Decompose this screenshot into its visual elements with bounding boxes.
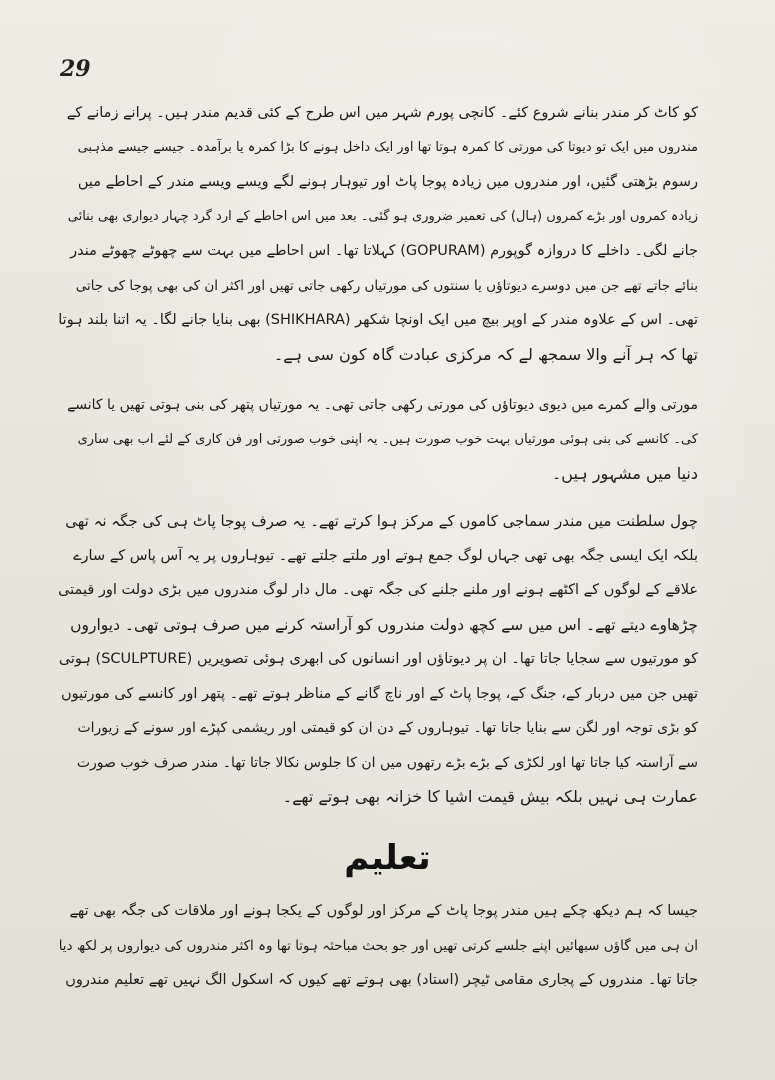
- paragraph-temples-architecture: [58, 96, 698, 372]
- text-line: بلکہ ایک ایسی جگہ بھی تھی جہاں لوگ جمع ہوتے اور ملتے جلتے تھے۔ تیوہاروں پر یہ آس پاس کے سارے: [73, 547, 698, 564]
- text-line: تھا کہ ہر آنے والا سمجھ لے کہ مرکزی عبادت گاہ کون سی ہے۔: [273, 344, 698, 364]
- text-line: ان ہی میں گاؤں سبھائیں اپنے جلسے کرتی تھیں اور جو بحث مباحثہ ہوتا تھا وہ اکثر مندروں کی دیواروں پر لکھ دیا: [58, 937, 698, 954]
- text-line: کو بڑی توجہ اور لگن سے بنایا جاتا تھا۔ تیوہاروں کے دن ان کو قیمتی اور ریشمی کپڑے اور سونے کے زیورات: [77, 720, 698, 736]
- text-line: چڑھاوے دیتے تھے۔ اس میں سے کچھ دولت مندروں کو آراستہ کرنے میں صرف ہوتی تھی۔ دیواروں: [70, 615, 698, 634]
- text-line: تھیں جن میں دربار کے، جنگ کے، پوجا پاٹ کے اور ناچ گانے کے مناظر ہوتے تھے۔ پتھر اور کانسے کی مورتیوں: [60, 685, 698, 702]
- text-line: جاتا تھا۔ مندروں کے پجاری مقامی ٹیچر (استاد) بھی ہوتے تھے کیوں کہ اسکول الگ نہیں تھے تعلیم مندروں: [65, 972, 698, 988]
- paragraph-social-centres: [58, 504, 698, 815]
- text-line: رسوم بڑھتی گئیں، اور مندروں میں زیادہ پوجا پاٹ اور تیوہار ہونے لگے ویسے ویسے مندر کے احاطے میں: [77, 174, 698, 190]
- text-line: مندروں میں ایک تو دیوتا کی مورتی کا کمرہ ہوتا تھا اور ایک داخل ہونے کا بڑا کمرہ یا برآمدہ۔ جیسے جیسے مذہبی: [77, 139, 698, 155]
- text-line: تھی۔ اس کے علاوہ مندر کے اوپر بیچ میں ایک اونچا شکھر (SHIKHARA) بھی بنایا جانے لگا۔ یہ اتنا بلند ہوتا: [58, 312, 698, 328]
- text-line: بنائے جاتے تھے جن میں دوسرے دیوتاؤں یا سنتوں کی مورتیاں رکھی جاتی تھیں اور اکثر ان کی بھی پوجا کی جاتی: [75, 277, 698, 294]
- text-line: جیسا کہ ہم دیکھ چکے ہیں مندر پوجا پاٹ کے مرکز اور لوگوں کے یکجا ہونے اور ملاقات کی جگہ بھی تھے: [69, 903, 698, 919]
- text-line: دنیا میں مشہور ہیں۔: [551, 464, 698, 483]
- text-line: کو مورتیوں سے سجایا جاتا تھا۔ ان پر دیوتاؤں اور انسانوں کی ابھری ہوئی تصویریں (SCULPTURE) ہوتی: [58, 651, 698, 667]
- text-line: کی۔ کانسے کی بنی ہوئی مورتیاں بہت خوب صورت ہیں۔ یہ اپنی خوب صورتی اور فن کاری کے لئے اب بھی ساری: [77, 431, 698, 447]
- paragraph-idols: [58, 388, 698, 492]
- section-heading-education: تعلیم: [344, 838, 431, 878]
- text-line: جانے لگی۔ داخلے کا دروازہ گوپورم (GOPURAM) کہلاتا تھا۔ اس احاطے میں بہت سے چھوٹے چھوٹے مندر: [70, 243, 698, 259]
- text-line: کو کاٹ کر مندر بنانے شروع کئے۔ کانچی پورم شہر میں اس طرح کے کئی قدیم مندر ہیں۔ پرانے زمانے کے: [66, 105, 698, 121]
- text-line: عمارت ہی نہیں بلکہ بیش قیمت اشیا کا خزانہ بھی ہوتے تھے۔: [282, 787, 698, 806]
- paragraph-education: [58, 894, 698, 998]
- text-line: علاقے کے لوگوں کے اکٹھے ہونے اور ملنے جلنے کی جگہ تھی۔ مال دار لوگ مندروں میں بڑی دولت اور قیمتی: [58, 582, 698, 598]
- page-number: 29: [60, 56, 91, 82]
- text-line: زیادہ کمروں اور بڑے کمروں (ہال) کی تعمیر ضروری ہو گئی۔ بعد میں اس احاطے کے ارد گرد چہار دیواری بھی بنائی: [67, 208, 698, 224]
- text-line: مورتی والے کمرے میں دیوی دیوتاؤں کی مورتی رکھی جاتی تھی۔ یہ مورتیاں پتھر کی بنی ہوتی تھیں یا کانسے: [67, 397, 698, 413]
- text-line: چول سلطنت میں مندر سماجی کاموں کے مرکز ہوا کرتے تھے۔ یہ صرف پوجا پاٹ ہی کی جگہ نہ تھی: [65, 512, 698, 530]
- text-line: سے آراستہ کیا جاتا تھا اور لکڑی کے بڑے بڑے رتھوں میں ان کا جلوس نکالا جاتا تھا۔ مندر صرف خوب صورت: [76, 754, 698, 771]
